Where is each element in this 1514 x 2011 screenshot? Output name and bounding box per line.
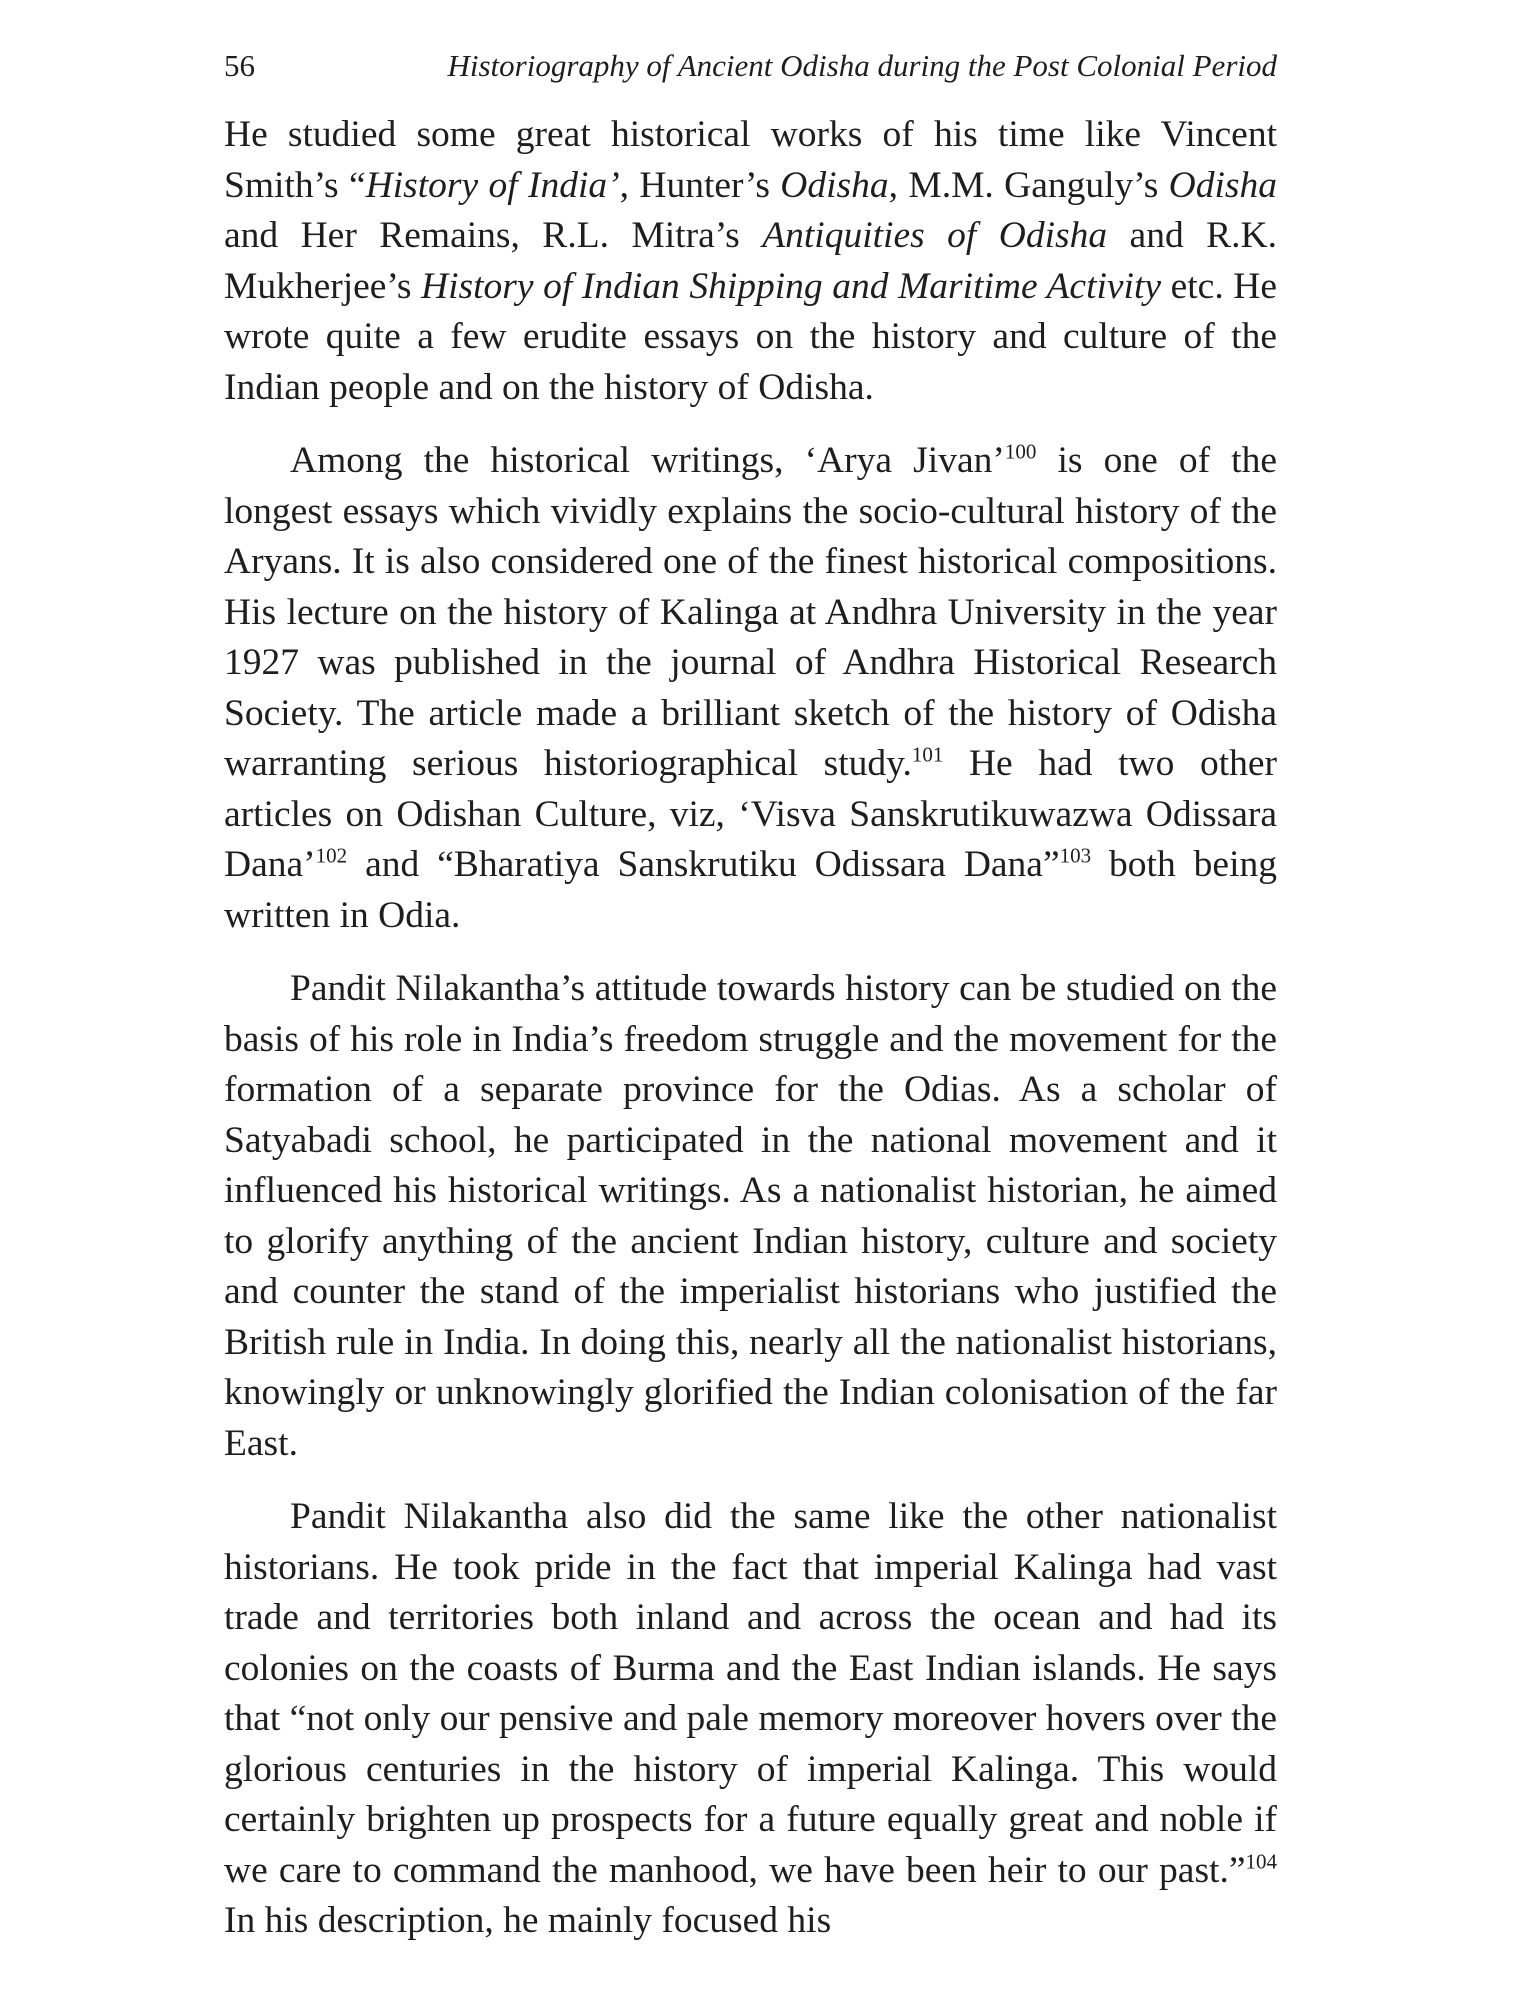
paragraph-1: He studied some great historical works of his time like Vincent Smith’s “History of India’, Hunter’s Odisha, M.M. Ganguly’s Odisha and Her Remains, R.L. Mitra’s Antiquities of Odisha and R.K. Mukherjee’s History of Indian Shipping and Maritime Activity etc. He wrote quite a few erudite essays on the history and culture of the Indian people and on the history of Odisha. — [224, 114, 1278, 408]
body-text — [224, 110, 1277, 1947]
paragraph-4: Pandit Nilakantha also did the same like the other nationalist historians. He took pride in the fact that imperial Kalinga had vast trade and territories both inland and across the ocean and had its colonies on the coasts of Burma and the East Indian islands. He says that “not only our pensive and pale memory moreover hovers over the glorious centuries in the history of imperial Kalinga. This would certainly brighten up prospects for a future equally great and noble if we care to command the manhood, we have been heir to our past.”$^{104}$ In his description, he mainly focused his — [224, 1496, 1277, 1941]
running-title: Historiography of Ancient Odisha during the Post Colonial Period — [447, 48, 1277, 83]
footnote-ref-100: 100 — [1004, 439, 1037, 464]
footnote-ref-103: 103 — [1059, 843, 1092, 868]
footnote-ref-102: 102 — [315, 843, 348, 868]
footnote-ref-104: 104 — [1245, 1849, 1277, 1873]
footnote-ref-101: 101 — [911, 742, 944, 767]
running-head — [224, 44, 1277, 88]
page-number: 56 — [224, 48, 255, 83]
paragraph-3: Pandit Nilakantha’s attitude towards history can be studied on the basis of his role in India’s freedom struggle and the movement for the formation of a separate province for the Odias. As a scholar of Satyabadi school, he participated in the national movement and it influenced his historical writings. As a nationalist historian, he aimed to glorify anything of the ancient Indian history, culture and society and counter the stand of the imperialist historians who justified the British rule in India. In doing this, nearly all the nationalist historians, knowingly or unknowingly glorified the Indian colonisation of the far East. — [224, 968, 1277, 1464]
paragraph-2: Among the historical writings, ‘Arya Jivan’$^{100}$ is one of the longest essays which vividly explains the socio-cultural history of the Aryans. It is also considered one of the finest historical compositions. His lecture on the history of Kalinga at Andhra University in the year 1927 was published in the journal of Andhra Historical Research Society. The article made a brilliant sketch of the history of Odisha warranting serious historiographical study.$^{101}$ He had two other articles on Odishan Culture, viz, ‘Visva Sanskrutikuwazwa Odissara Dana’$^{102}$ and “Bharatiya Sanskrutiku Odissara Dana”$^{103}$ both being written in Odia. — [224, 439, 1278, 936]
